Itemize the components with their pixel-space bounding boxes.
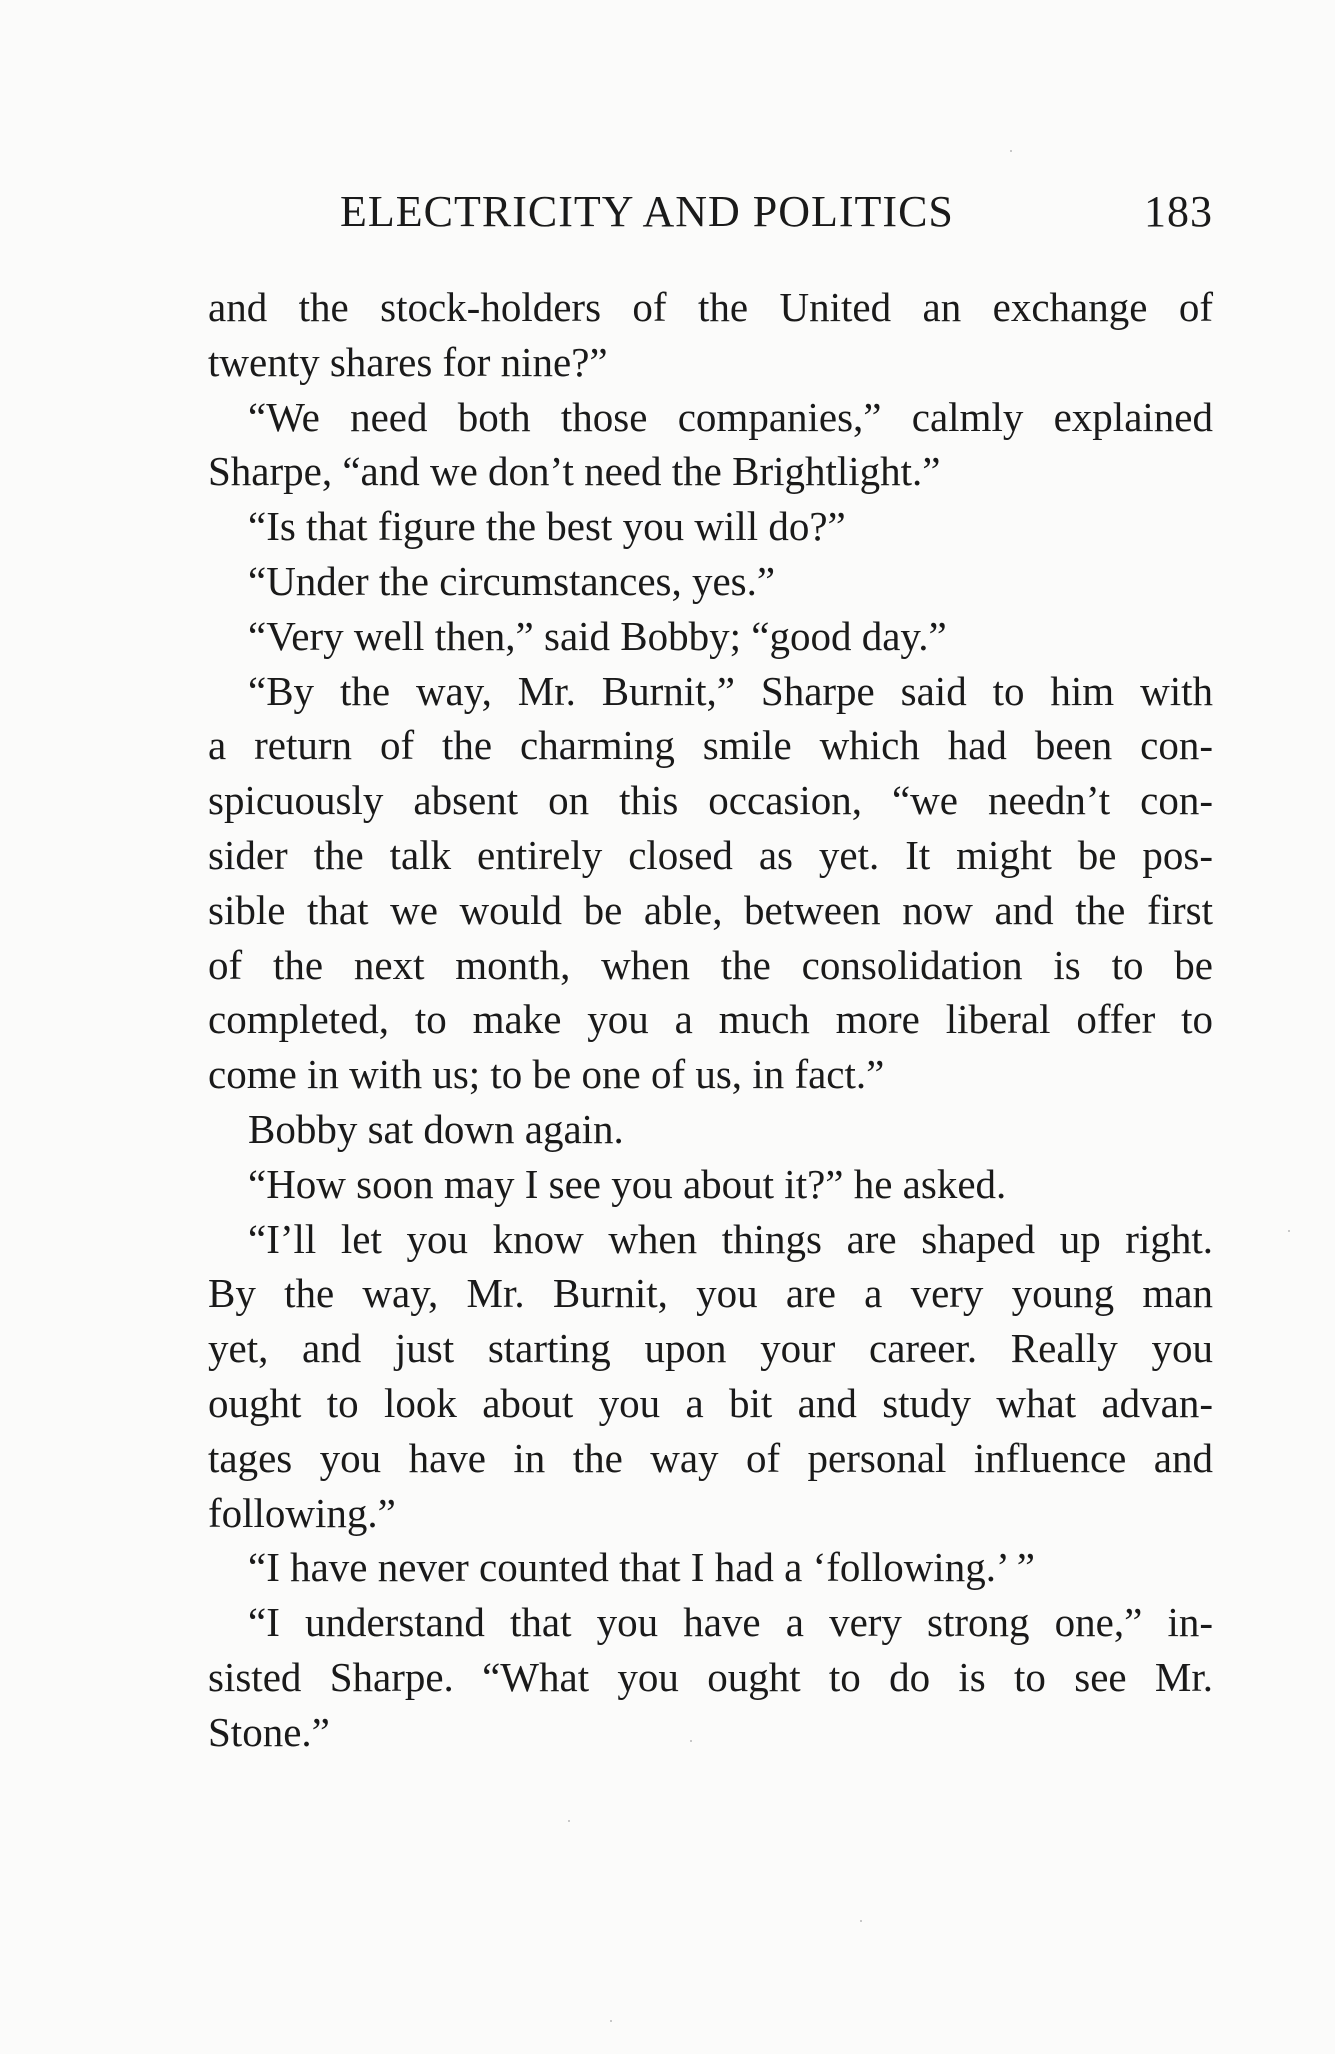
- paper-speck: [690, 1740, 692, 1742]
- paper-speck: [860, 1920, 862, 1922]
- page-number: 183: [1144, 187, 1213, 236]
- text-line: come in with us; to be one of us, in fact.”: [208, 1051, 885, 1098]
- text-line: sisted Sharpe. “What you ought to do is to see Mr.: [208, 1653, 1213, 1700]
- text-line: completed, to make you a much more liberal offer to: [208, 996, 1213, 1043]
- text-line: sider the talk entirely closed as yet. It might be pos-: [208, 831, 1213, 878]
- body-text: [208, 280, 1213, 1760]
- text-line: a return of the charming smile which had been con-: [208, 722, 1213, 769]
- text-line: “Is that figure the best you will do?”: [248, 503, 846, 550]
- text-line: “I have never counted that I had a ‘following.’ ”: [248, 1544, 1036, 1591]
- text-line: By the way, Mr. Burnit, you are a very young man: [208, 1270, 1213, 1317]
- running-header: [208, 186, 1213, 246]
- text-line: Sharpe, “and we don’t need the Brightlight.”: [208, 448, 941, 495]
- text-line: “I’ll let you know when things are shaped up right.: [248, 1215, 1213, 1262]
- paper-speck: [1288, 1230, 1290, 1232]
- paper-speck: [610, 2020, 612, 2022]
- text-line: sible that we would be able, between now and the first: [208, 886, 1213, 933]
- text-line: twenty shares for nine?”: [208, 338, 608, 385]
- text-line: yet, and just starting upon your career. Really you: [208, 1325, 1213, 1372]
- text-line: “We need both those companies,” calmly explained: [248, 393, 1213, 440]
- text-line: Bobby sat down again.: [248, 1105, 624, 1152]
- text-line: spicuously absent on this occasion, “we needn’t con-: [208, 777, 1213, 824]
- paper-speck: [1010, 150, 1012, 152]
- text-line: “How soon may I see you about it?” he asked.: [248, 1160, 1007, 1207]
- text-line: ought to look about you a bit and study what advan-: [208, 1379, 1213, 1426]
- text-line: “Very well then,” said Bobby; “good day.”: [248, 612, 947, 659]
- paper-speck: [568, 1820, 570, 1822]
- text-line: “By the way, Mr. Burnit,” Sharpe said to him with: [248, 667, 1213, 714]
- text-line: tages you have in the way of personal influence and: [208, 1434, 1213, 1481]
- chapter-title: ELECTRICITY AND POLITICS: [340, 187, 954, 236]
- text-line: of the next month, when the consolidation is to be: [208, 941, 1213, 988]
- text-line: “Under the circumstances, yes.”: [248, 557, 776, 604]
- text-line: following.”: [208, 1489, 396, 1536]
- text-line: “I understand that you have a very strong one,” in-: [248, 1599, 1213, 1646]
- text-line: and the stock-holders of the United an exchange of: [208, 284, 1213, 330]
- text-line: Stone.”: [208, 1708, 330, 1755]
